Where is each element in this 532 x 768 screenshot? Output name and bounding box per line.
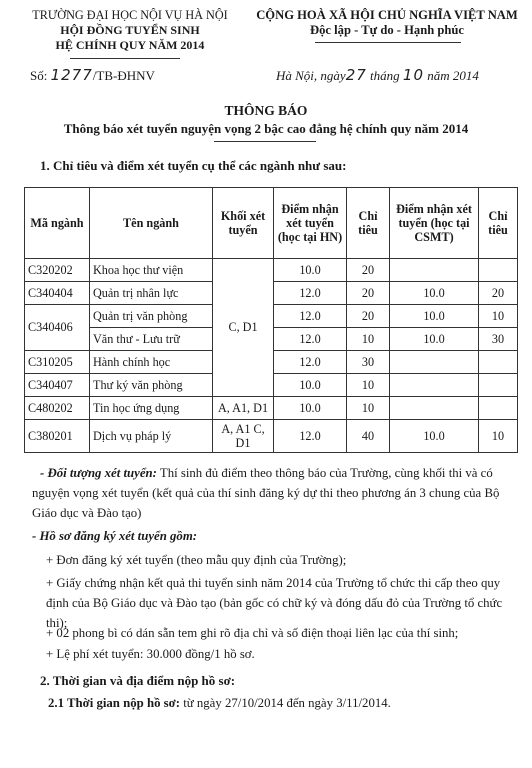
title-rule <box>214 141 316 142</box>
cell-quota-hn: 10 <box>347 328 390 351</box>
table-header-row <box>25 188 518 259</box>
cell-code: C480202 <box>25 397 90 420</box>
cell-score-csmt <box>390 351 479 374</box>
cell-name: Dịch vụ pháp lý <box>90 420 213 453</box>
date-year: năm 2014 <box>427 68 479 83</box>
cell-name: Khoa học thư viện <box>90 259 213 282</box>
organization-header <box>14 8 246 53</box>
date-month: 10 <box>402 66 425 84</box>
eligible-candidates-label: - Đối tượng xét tuyển: <box>40 466 157 480</box>
cell-block-merged: C, D1 <box>213 259 274 397</box>
submission-period-text: từ ngày 27/10/2014 đến ngày 3/11/2014. <box>180 696 391 710</box>
cell-score-csmt <box>390 259 479 282</box>
cell-code: C380201 <box>25 420 90 453</box>
table-row <box>25 420 518 453</box>
cell-quota-csmt <box>479 397 518 420</box>
dossier-item-envelopes: + 02 phong bì có dán sẵn tem ghi rõ địa chỉ và số điện thoại liên lạc của thí sinh; <box>46 626 459 640</box>
header-rule-right <box>315 42 461 43</box>
table-row <box>25 397 518 420</box>
cell-quota-csmt <box>479 374 518 397</box>
national-header <box>246 8 528 38</box>
date-day: 27 <box>345 66 367 84</box>
col-header-code: Mã ngành <box>25 188 90 259</box>
col-header-quota-csmt: Chỉ tiêu <box>479 188 518 259</box>
cell-score-hn: 12.0 <box>274 351 347 374</box>
cell-block: A, A1, D1 <box>213 397 274 420</box>
cell-name: Thư ký văn phòng <box>90 374 213 397</box>
cell-name: Quản trị văn phòng <box>90 305 213 328</box>
cell-name: Văn thư - Lưu trữ <box>90 328 213 351</box>
col-header-block: Khối xét tuyển <box>213 188 274 259</box>
national-motto: Độc lập - Tự do - Hạnh phúc <box>310 23 464 37</box>
cell-name: Tin học ứng dụng <box>90 397 213 420</box>
section-2-heading: 2. Thời gian và địa điểm nộp hồ sơ: <box>40 673 236 688</box>
cell-quota-hn: 10 <box>347 374 390 397</box>
section-1-heading: 1. Chỉ tiêu và điểm xét tuyển cụ thể các ngành như sau: <box>40 158 347 173</box>
cell-code: C320202 <box>25 259 90 282</box>
cell-score-csmt: 10.0 <box>390 305 479 328</box>
date-place: Hà Nội, ngày <box>276 68 346 83</box>
system-year: HỆ CHÍNH QUY NĂM 2014 <box>55 38 205 52</box>
cell-score-csmt: 10.0 <box>390 282 479 305</box>
cell-score-csmt: 10.0 <box>390 328 479 351</box>
cell-score-hn: 12.0 <box>274 282 347 305</box>
cell-quota-csmt: 30 <box>479 328 518 351</box>
cell-score-csmt <box>390 397 479 420</box>
col-header-score-csmt: Điểm nhận xét tuyển (học tại CSMT) <box>390 188 479 259</box>
table-row <box>25 259 518 282</box>
cell-quota-csmt <box>479 351 518 374</box>
header-rule-left <box>70 58 180 59</box>
dossier-item-application-form: + Đơn đăng ký xét tuyển (theo mẫu quy định của Trường); <box>46 553 347 567</box>
cell-quota-hn: 20 <box>347 259 390 282</box>
cell-score-hn: 12.0 <box>274 305 347 328</box>
cell-quota-hn: 10 <box>347 397 390 420</box>
cell-code: C340404 <box>25 282 90 305</box>
council-name: HỘI ĐỒNG TUYỂN SINH <box>60 23 200 37</box>
submission-period <box>48 696 391 711</box>
col-header-score-hn: Điểm nhận xét tuyển (học tại HN) <box>274 188 347 259</box>
cell-code: C340407 <box>25 374 90 397</box>
cell-quota-csmt <box>479 259 518 282</box>
cell-code: C340406 <box>25 305 90 351</box>
document-number <box>30 66 155 84</box>
cell-quota-csmt: 20 <box>479 282 518 305</box>
doc-number-prefix: Số: <box>30 68 48 83</box>
cell-quota-hn: 20 <box>347 305 390 328</box>
cell-score-csmt: 10.0 <box>390 420 479 453</box>
cell-quota-hn: 40 <box>347 420 390 453</box>
cell-score-hn: 12.0 <box>274 328 347 351</box>
eligible-candidates-text: Thí sinh đủ điểm theo thông báo của Trường, cùng khối thi và có nguyện vọng xét tuyển (kết quả của thí sinh đăng ký dự thi theo phương án 3 chung của Bộ Giáo dục và Đào tạo) <box>32 466 500 520</box>
cell-name: Quản trị nhân lực <box>90 282 213 305</box>
notice-title: THÔNG BÁO <box>224 103 308 118</box>
cell-score-csmt <box>390 374 479 397</box>
col-header-name: Tên ngành <box>90 188 213 259</box>
cell-quota-csmt: 10 <box>479 305 518 328</box>
cell-score-hn: 10.0 <box>274 397 347 420</box>
submission-period-label: 2.1 Thời gian nộp hồ sơ: <box>48 696 180 710</box>
col-header-quota-hn: Chỉ tiêu <box>347 188 390 259</box>
cell-score-hn: 12.0 <box>274 420 347 453</box>
cell-score-hn: 10.0 <box>274 259 347 282</box>
date-month-label: tháng <box>370 68 400 83</box>
cell-score-hn: 10.0 <box>274 374 347 397</box>
dossier-item-score-certificate: + Giấy chứng nhận kết quả thi tuyển sinh năm 2014 của Trường tổ chức thi cấp theo quy định của Bộ Giáo dục và Đào tạo (bản gốc có chữ ký và đóng dấu đỏ của Trường tổ chức thi); <box>46 576 503 630</box>
cell-name: Hành chính học <box>90 351 213 374</box>
cell-block: A, A1 C, D1 <box>213 420 274 453</box>
dossier-label: - Hồ sơ đăng ký xét tuyển gồm: <box>32 529 198 543</box>
cell-quota-hn: 20 <box>347 282 390 305</box>
dossier-item-fee: + Lệ phí xét tuyển: 30.000 đồng/1 hồ sơ. <box>46 647 255 661</box>
eligible-candidates-paragraph <box>32 463 522 523</box>
document-date <box>276 66 479 84</box>
doc-number-handwritten: 1277 <box>50 66 93 84</box>
dossier-heading <box>32 526 522 546</box>
cell-quota-hn: 30 <box>347 351 390 374</box>
doc-number-suffix: /TB-ĐHNV <box>92 68 155 83</box>
admission-quota-table <box>24 187 518 453</box>
university-name: TRƯỜNG ĐẠI HỌC NỘI VỤ HÀ NỘI <box>32 8 228 22</box>
cell-code: C310205 <box>25 351 90 374</box>
country-name: CỘNG HOÀ XÃ HỘI CHỦ NGHĨA VIỆT NAM <box>256 8 518 22</box>
cell-quota-csmt: 10 <box>479 420 518 453</box>
notice-subtitle: Thông báo xét tuyển nguyện vọng 2 bậc cao đẳng hệ chính quy năm 2014 <box>63 121 469 136</box>
